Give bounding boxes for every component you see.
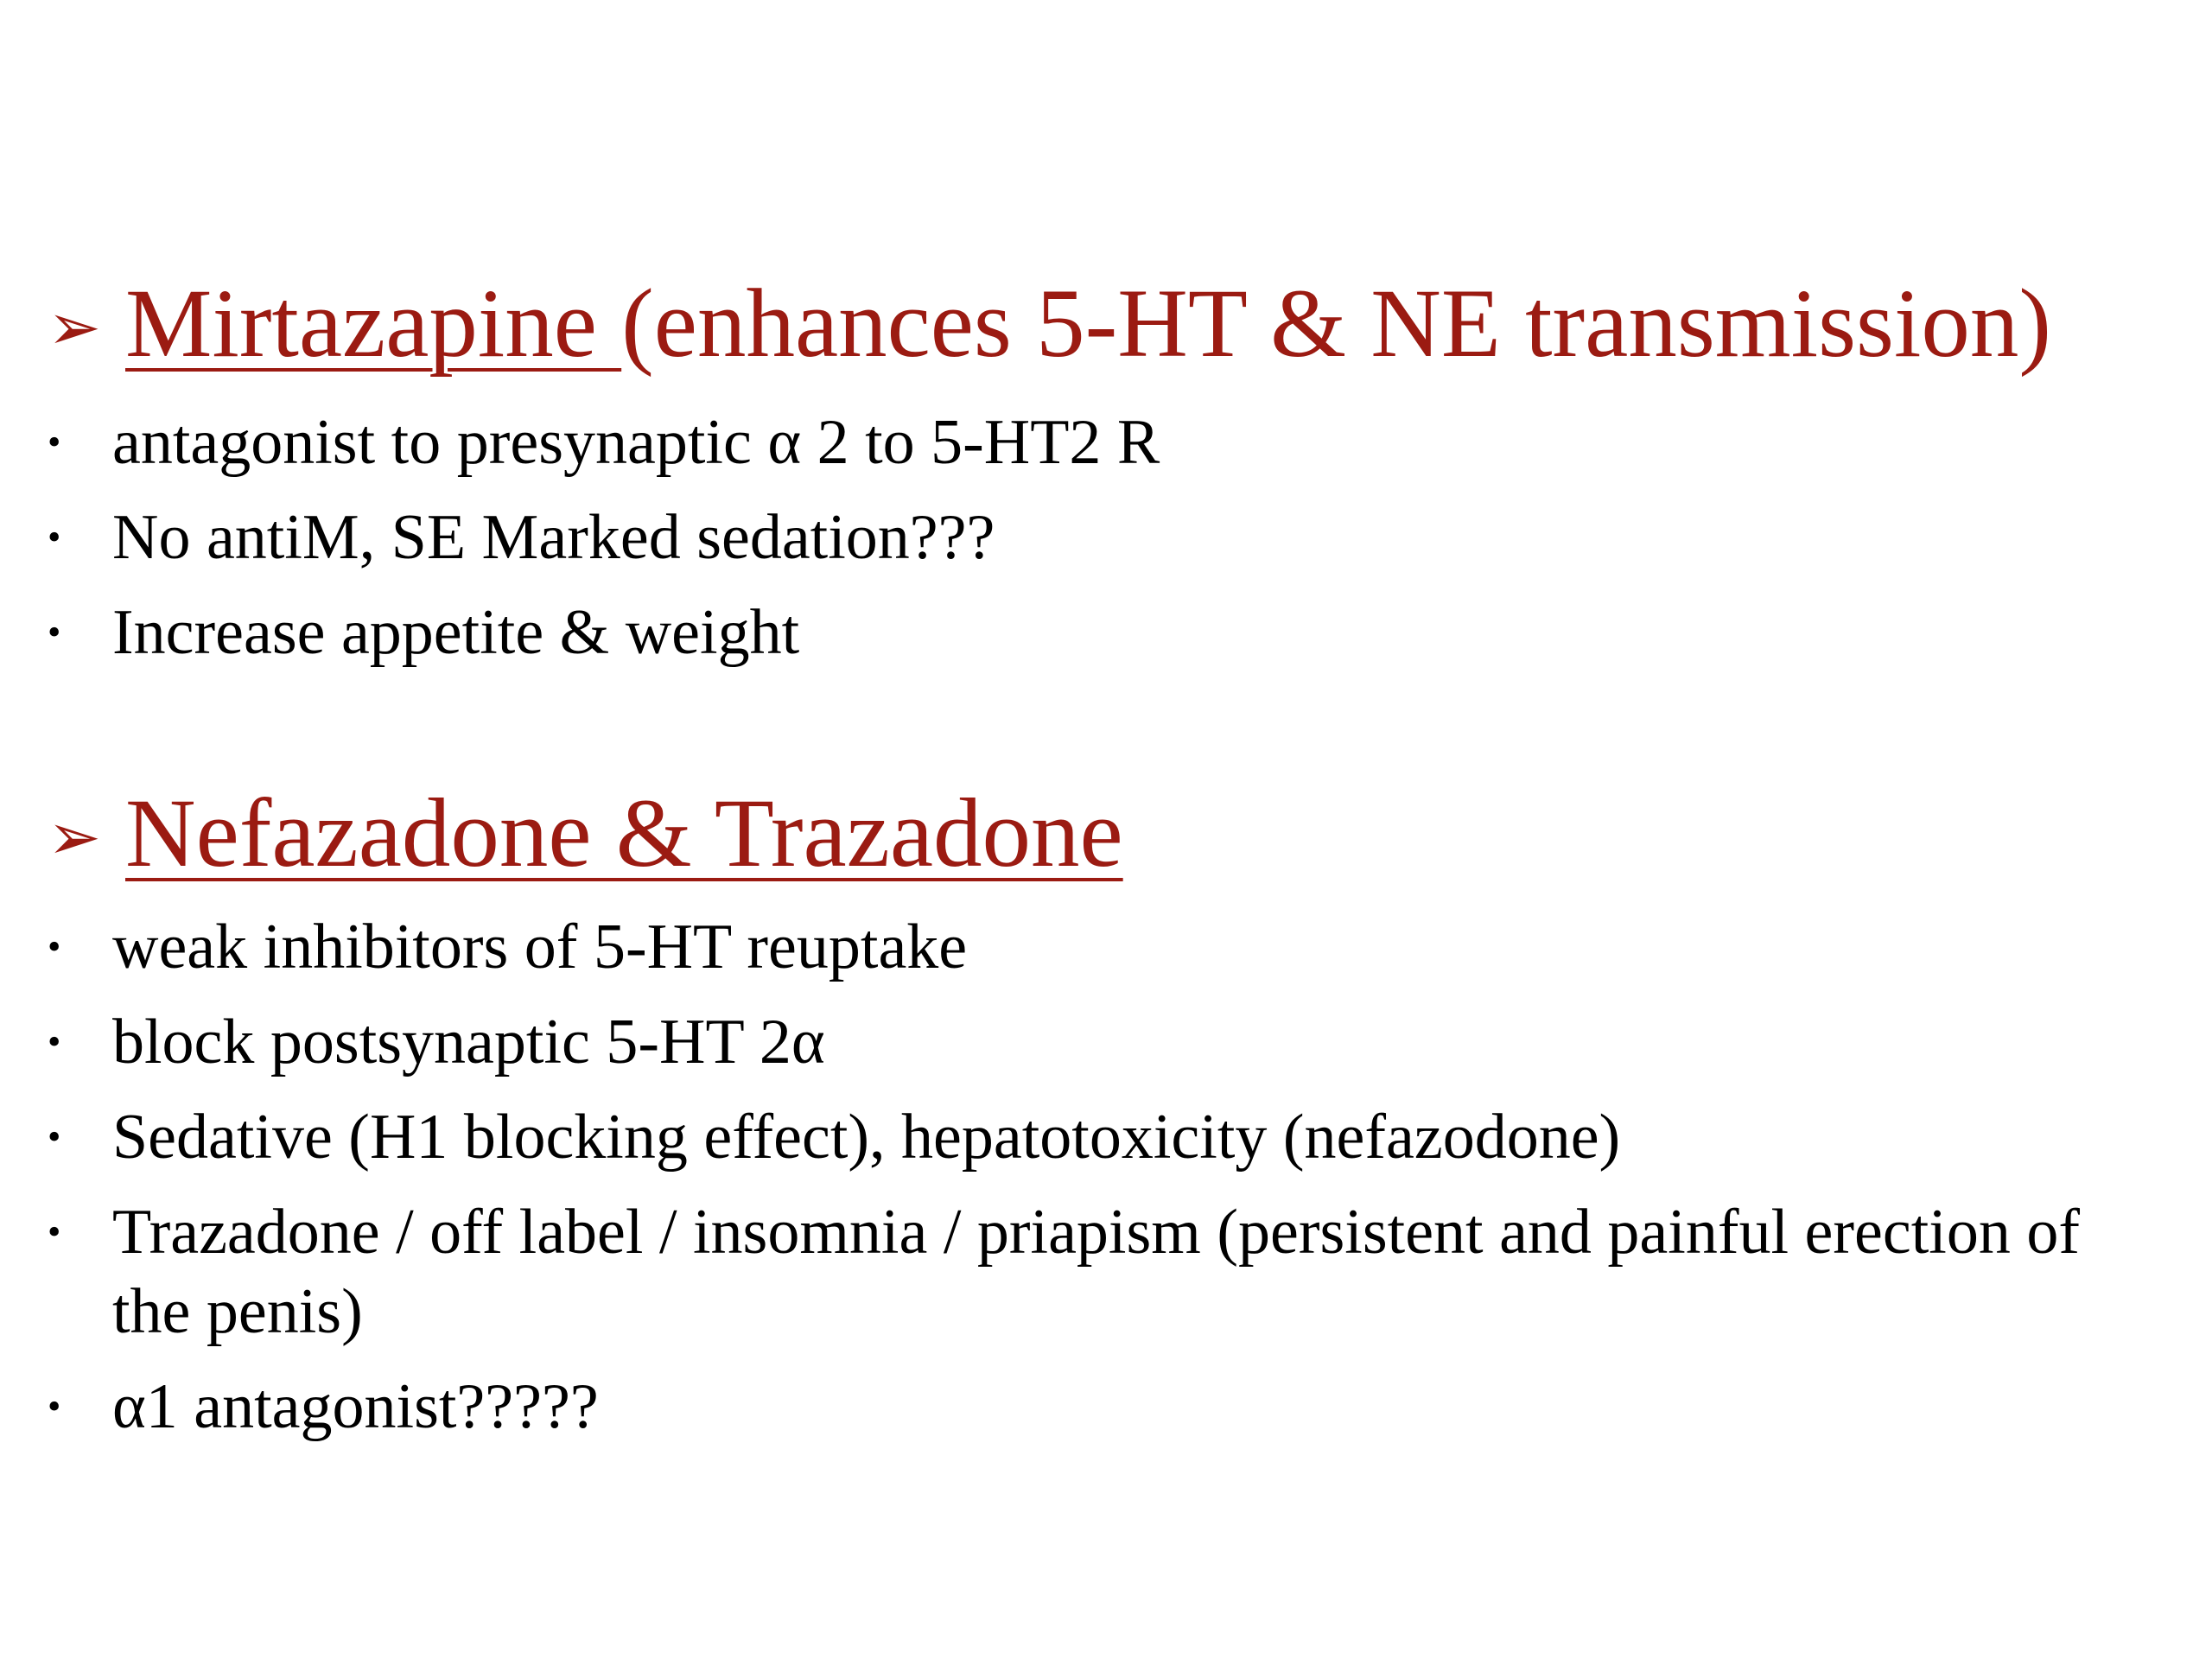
bullet-dot-icon: • — [48, 1211, 61, 1253]
list-item — [48, 498, 2100, 577]
bullet-dot-icon: • — [48, 421, 61, 463]
arrow-bullet-icon: ➢ — [48, 293, 102, 365]
bullet-dot-icon: • — [48, 1385, 61, 1427]
heading-title-underlined: Nefazadone & Trazadone — [125, 779, 1123, 887]
list-item-text: block postsynaptic 5-HT 2α — [112, 1007, 825, 1077]
list-item-text: weak inhibitors of 5-HT reuptake — [112, 912, 968, 982]
list-item — [48, 593, 2100, 672]
list-item — [48, 1097, 2100, 1177]
list-item — [48, 403, 2100, 482]
bullet-list-mirtazapine — [48, 403, 2100, 688]
list-item-text: No antiM, SE Marked sedation??? — [112, 502, 995, 573]
list-item-text: Sedative (H1 blocking effect), hepatotoxicity (nefazodone) — [112, 1102, 1621, 1173]
bullet-list-nefazadone-trazadone — [48, 907, 2100, 1462]
list-item-text: Trazadone / off label / insomnia / priapism (persistent and painful erection of the penis) — [112, 1197, 2080, 1347]
bullet-dot-icon: • — [48, 1020, 61, 1063]
list-item — [48, 1002, 2100, 1082]
section-heading-mirtazapine — [48, 270, 2052, 378]
bullet-dot-icon: • — [48, 516, 61, 558]
bullet-dot-icon: • — [48, 611, 61, 653]
heading-title-rest: (enhances 5-HT & NE transmission) — [621, 270, 2052, 378]
list-item-text: α1 antagonist????? — [112, 1371, 599, 1442]
arrow-bullet-icon: ➢ — [48, 803, 102, 874]
section-heading-nefazadone-trazadone — [48, 779, 1123, 887]
heading-title-underlined: Mirtazapine — [125, 270, 622, 378]
list-item-text: Increase appetite & weight — [112, 597, 800, 668]
bullet-dot-icon: • — [48, 1116, 61, 1158]
bullet-dot-icon: • — [48, 925, 61, 968]
list-item — [48, 907, 2100, 987]
list-item — [48, 1192, 2100, 1351]
list-item-text: antagonist to presynaptic α 2 to 5-HT2 R — [112, 407, 1160, 478]
list-item — [48, 1367, 2100, 1446]
